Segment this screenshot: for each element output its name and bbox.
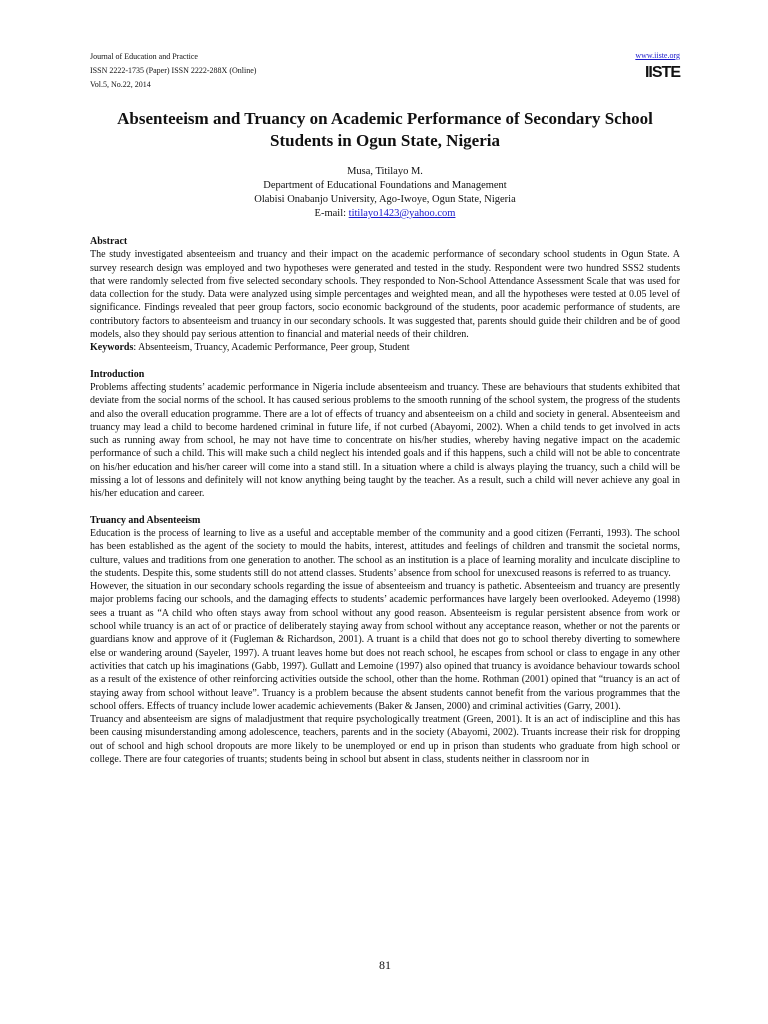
email-label: E-mail: [314, 208, 349, 219]
volume: Vol.5, No.22, 2014 [90, 80, 151, 89]
author-email-line [90, 207, 680, 221]
issn: ISSN 2222-1735 (Paper) ISSN 2222-288X (Online) [90, 66, 257, 75]
author-name: Musa, Titilayo M. [347, 166, 423, 177]
introduction-heading: Introduction [90, 368, 145, 380]
truancy-paragraph-2: However, the situation in our secondary schools regarding the issue of absenteeism and truancy is pathetic. Absenteeism and truancy are presently major problems facing our schools, and the damaging effects to students’ academic performances have largely been overlooked. Adeyemo (1998) sees a truant as “A child who often stays away from school without any good reason. Absenteeism is regular persistent absence from work or school while truancy is an act of or practice of deliberately staying away from school without any acceptance reason, whether or not the parents or guardians know and approve of it (Fugleman & Richardson, 2001). A truant is a child that does not go to school thereby diverting to somewhere else or wandering around (Sayeler, 1997). A truant leaves home but does not reach school, he escapes from school or class to engage in any other activities that catch up his imaginations (Gabb, 1997). Gullatt and Lemoine (1997) also opined that truancy is avoidance behaviour towards school as a result of the existence of other reinforcing activities outside the school, other than the home. Rothman (2001) opined that “truancy is an act of staying away from school without leave”. Truancy is a problem because the absent students cannot benefit from the various programmes that the school offers. Effects of truancy include lower academic achievements (Baker & Jansen, 2000) and criminal activities (Garry, 2001). [90, 581, 680, 712]
truancy-paragraph-1: Education is the process of learning to live as a useful and acceptable member of the community and a good citizen (Ferranti, 1993). The school has been established as the agent of the society to mould the habits, interest, attitudes and feelings of children and transmit the societal norms, culture, values and traditions from one generation to another. The school as an institution is a place of learning morality and inculcate discipline to the students. Despite this, some students still do not attend classes. Students’ absence from school for unexcused reasons is referred to as truancy. [90, 527, 680, 579]
iiste-logo: IISTE [644, 64, 680, 81]
keywords-text: : Absenteeism, Truancy, Academic Performance, Peer group, Student [133, 342, 410, 354]
truancy-heading: Truancy and Absenteeism [90, 514, 201, 526]
journal-header [90, 50, 680, 96]
page-number: 81 [379, 958, 391, 972]
author-department: Department of Educational Foundations and Management [263, 180, 507, 191]
website-link[interactable]: www.iiste.org [635, 51, 680, 60]
keywords-label: Keywords [90, 342, 134, 354]
paper-title: Absenteeism and Truancy on Academic Performance of Secondary School Students in Ogun State, Nigeria [117, 109, 653, 150]
paper-body [90, 235, 680, 766]
journal-name: Journal of Education and Practice [90, 52, 198, 61]
abstract-heading: Abstract [90, 236, 128, 247]
keywords-line [90, 341, 680, 354]
introduction-text: Problems affecting students’ academic performance in Nigeria include absenteeism and truancy. These are behaviours that students exhibited that deviate from the social norms of the school. It has caused serious problems to the smooth running of the school system, the progress of the students and also the overall education programme. There are a lot of effects of truancy and absenteeism on a child and society in general. Absenteeism and truancy may lead a child to become hardened criminal in future life, if not curbed (Abayomi, 2002). When a child tends to get involved in acts such as running away from school, he may not have time to concentrate on his/her studies, whereby having negative impact on the academic performance of such a child. This will make such a child neglect his intended goals and if this happens, such a child will not be able to concentrate on his/her education and his/her career will come into a stand still. In a situation where a child is always playing the truancy, such a child will be missing a lot of lessons and definitely will not know anything being taught by the teacher. As a result, such a child will never achieve any goal in his/her education and career. [90, 381, 680, 500]
author-university: Olabisi Onabanjo University, Ago-Iwoye, Ogun State, Nigeria [254, 194, 516, 205]
author-email-link[interactable]: titilayo1423@yahoo.com [348, 208, 456, 219]
author-block [90, 165, 680, 221]
truancy-paragraph-3: Truancy and absenteeism are signs of maladjustment that require psychologically treatment (Green, 2001). It is an act of indiscipline and this has been causing misunderstanding among adolescence, teachers, parents and in the society (Abayomi, 2002). Truants increase their risk for dropping out of school and high school dropouts are more likely to be unemployed or end up in prison than students who graduate from high school or college. There are four categories of truants; students being in school but absent in class, students neither in classroom nor in [90, 714, 680, 765]
abstract-text: The study investigated absenteeism and truancy and their impact on the academic performance of secondary school students in Ogun State. A survey research design was employed and two hypotheses were generated and tested in the study. Respondent were two hundred SSS2 students that were randomly selected from five selected secondary schools. They responded to Non-School Attendance Assessment Scale that was used for data collection for the study. Data were analyzed using simple percentages and weighted mean, and all the hypotheses were tested at 0.05 level of significance. Findings revealed that peer group factors, socio economic background of the students, poor academic performance of students, are contributory factors to absenteeism and truancy in our secondary schools. It was suggested that, parents should guide their children and be of good models, also they should pay serious attention to financial and material needs of their children. [90, 249, 680, 341]
